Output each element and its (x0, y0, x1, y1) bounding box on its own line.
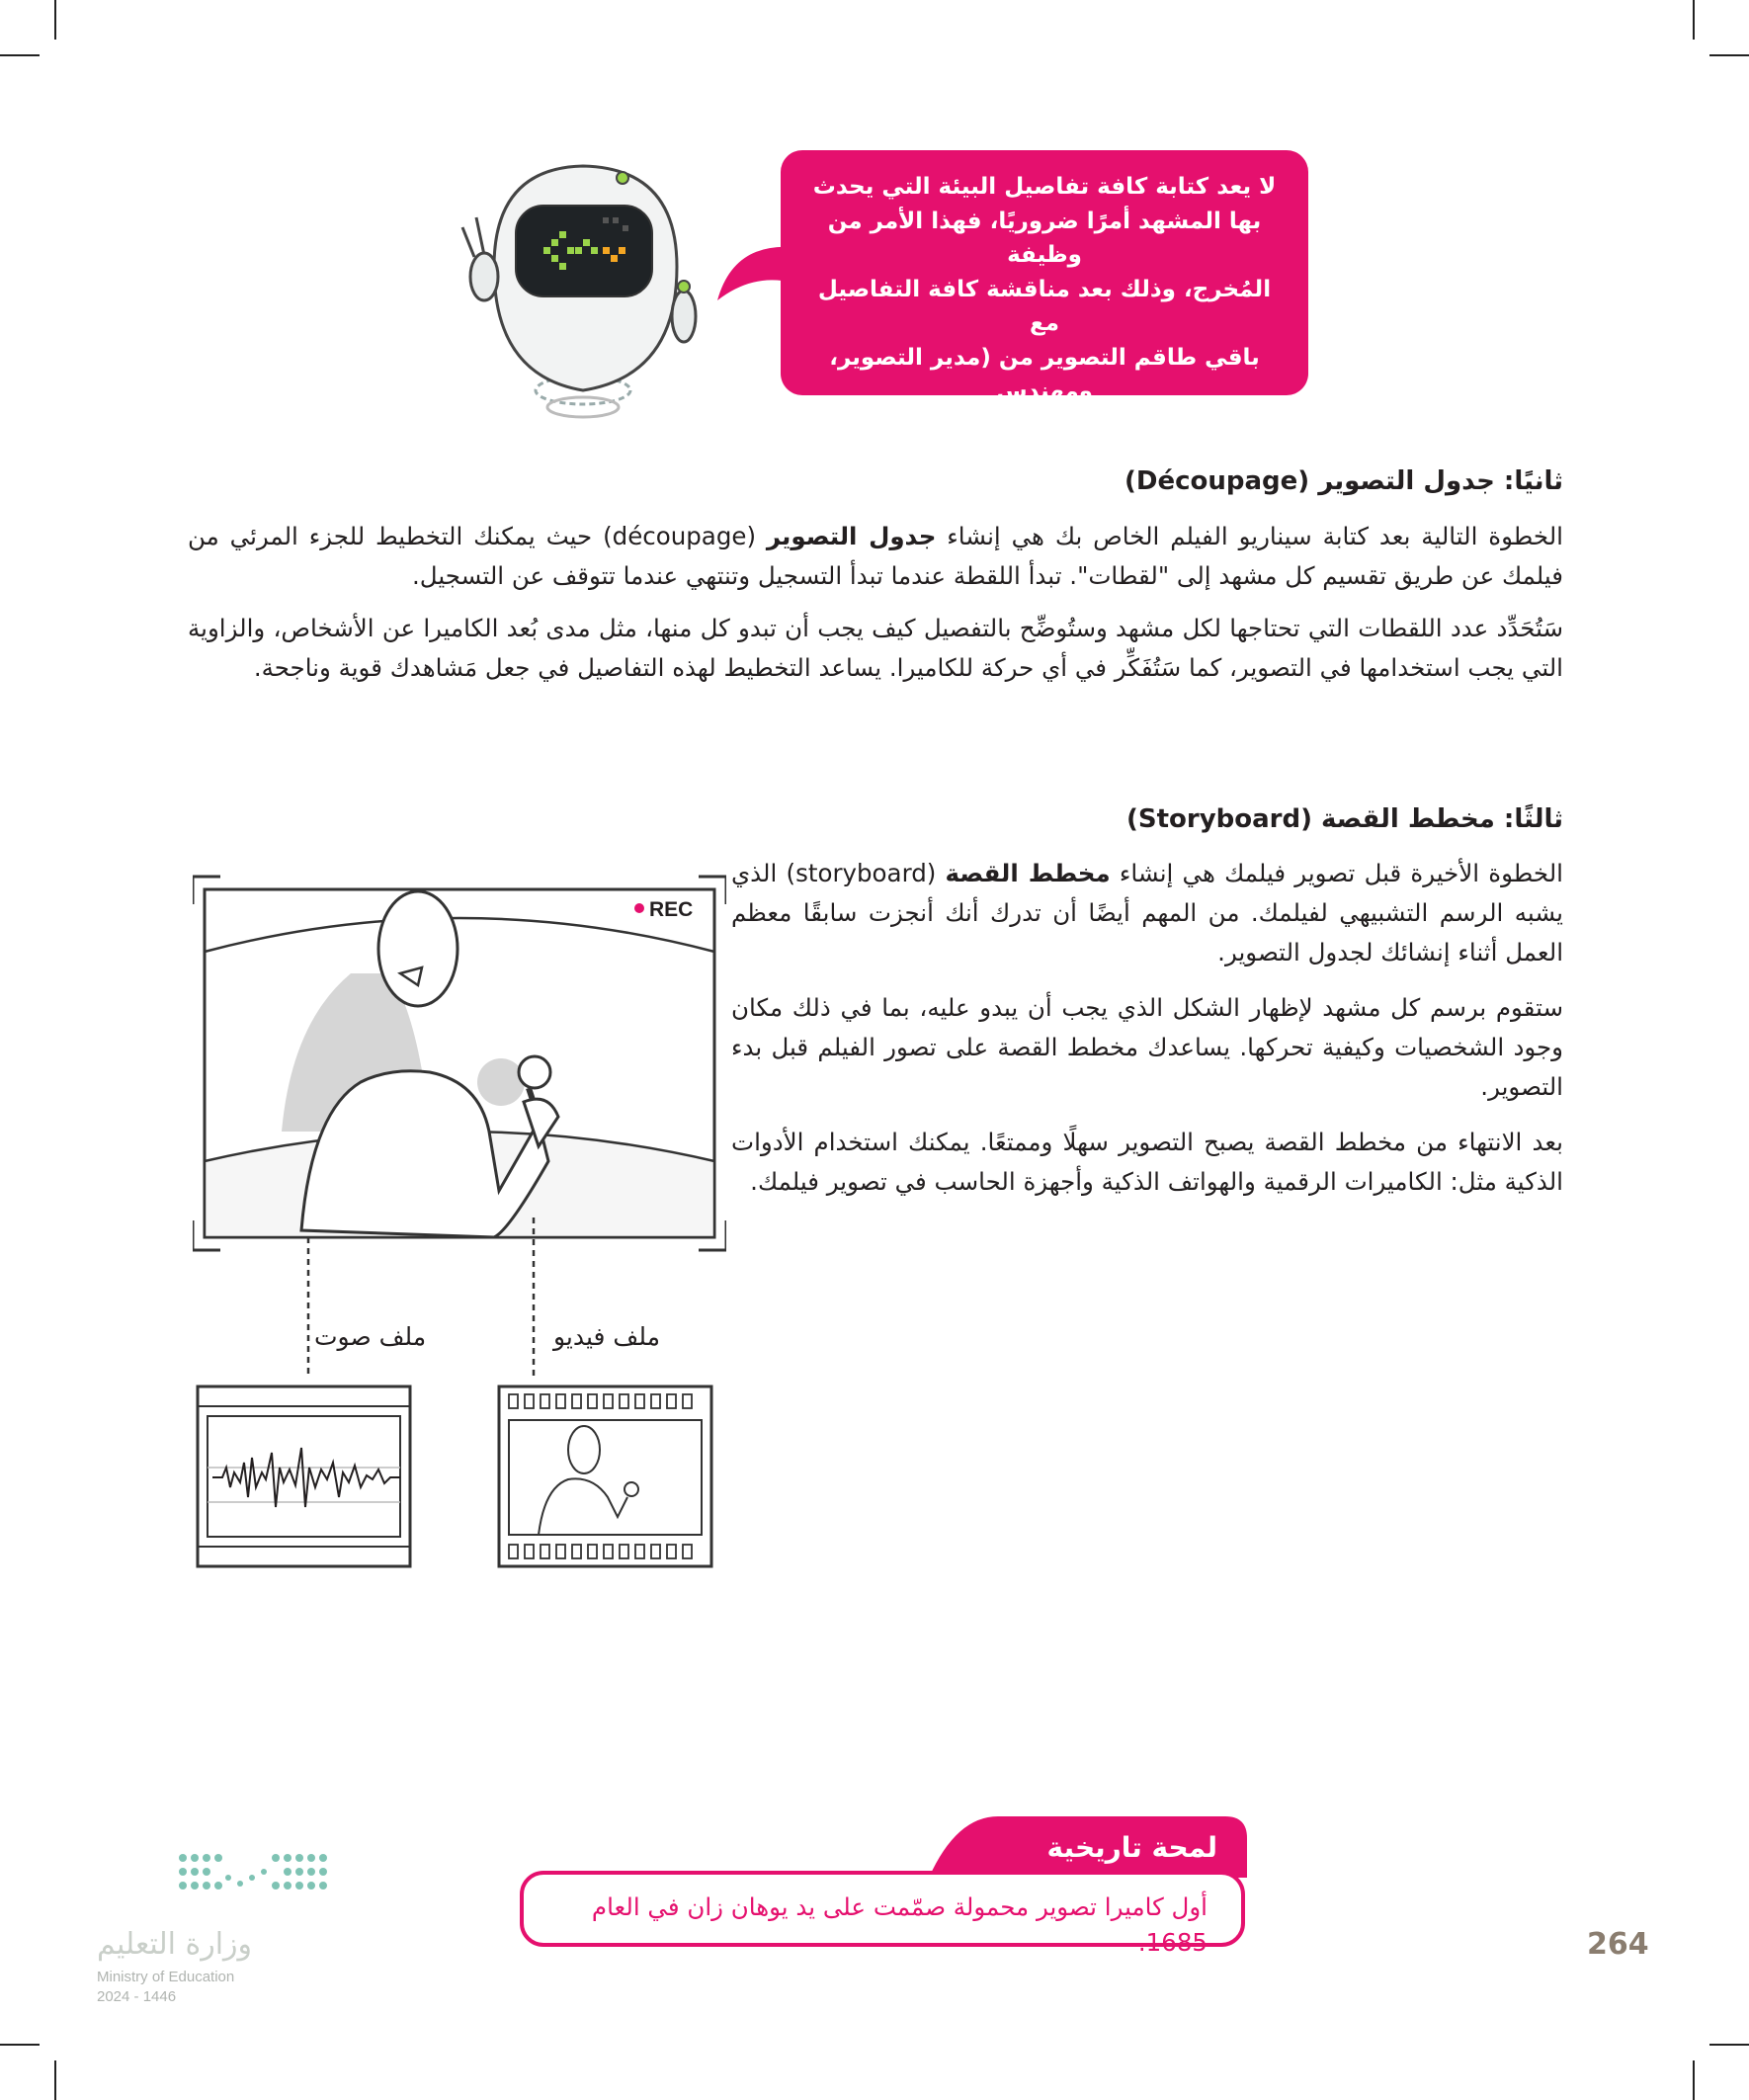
crop-mark (0, 2044, 40, 2046)
crop-mark (54, 0, 56, 40)
year-label: 2024 - 1446 (97, 1988, 177, 2005)
page-number: 264 (1587, 1927, 1649, 1962)
microphone (519, 1056, 550, 1088)
crop-mark (0, 54, 40, 56)
video-file-label: ملف فيديو (553, 1322, 660, 1351)
paragraph-storyboard-3: بعد الانتهاء من مخطط القصة يصبح التصوير سهلًا وممتعًا. يمكنك استخدام الأدوات الذكية مثل: الكاميرات الرقمية والهواتف الذكية وأجهزة الحاسب في تصوير فيلمك. (731, 1128, 1563, 1196)
ministry-logo-icon (94, 1848, 351, 1917)
robot-illustration (455, 148, 711, 445)
bubble-line: باقي طاقم التصوير من (مدير التصوير، ومهندس (829, 344, 1260, 404)
bubble-line: المُخرج، وذلك بعد مناقشة كافة التفاصيل مع (817, 276, 1272, 336)
bold-term: جدول التصوير (766, 522, 937, 550)
rec-label: REC (649, 898, 694, 921)
paragraph-storyboard-2: ستقوم برسم كل مشهد لإظهار الشكل الذي يجب أن يبدو عليه، بما في ذلك مكان وجود الشخصيات وكيفية تحركها. يساعدك مخطط القصة على تصور الفيلم قبل بدء التصوير. (731, 993, 1563, 1101)
crop-mark (1693, 0, 1695, 40)
history-text: أول كاميرا تصوير محمولة صمّمت على يد يوهان زان في العام 1685. (591, 1892, 1208, 1957)
speech-bubble (781, 150, 1308, 472)
paragraph-decoupage-2: سَتُحَدِّد عدد اللقطات التي تحتاجها لكل مشهد وستُوضِّح بالتفصيل كيف يجب أن تبدو كل منها، مثل مدى بُعد الكاميرا عن الأشخاص، والزاوية التي يجب استخدامها في التصوير، كما سَتُفَكِّر في أي حركة للكاميرا. يساعد التخطيط لهذه التفاصيل في جعل مَشاهدك قوية وناجحة. (188, 614, 1563, 682)
history-title: لمحة تاريخية (1046, 1831, 1217, 1864)
ministry-name-ar: وزارة التعليم (97, 1927, 253, 1962)
text-run: (storyboard) الذي يشبه الرسم التشبيهي لفيلمك. من المهم أيضًا أن تدرك أنك أنجزت سابقًا معظم العمل أثناء إنشائك لجدول التصوير. (731, 859, 1563, 966)
paragraph-decoupage-1 (188, 517, 1563, 596)
storyboard-illustration (193, 865, 726, 1576)
audio-file-label: ملف صوت (314, 1322, 427, 1351)
section-heading-decoupage: ثانيًا: جدول التصوير (Découpage) (1124, 466, 1563, 496)
bubble-line: بها المشهد أمرًا ضروريًا، فهذا الأمر من وظيفة (827, 208, 1262, 268)
bold-term: مخطط القصة (945, 859, 1111, 887)
crop-mark (54, 2060, 56, 2100)
paragraph-storyboard-1 (731, 854, 1563, 972)
figure-head (378, 891, 458, 1006)
crop-mark (1693, 2060, 1695, 2100)
text-run: (découpage) حيث يمكنك التخطيط للجزء المرئي من فيلمك عن طريق تقسيم كل مشهد إلى "لقطات". تبدأ اللقطة عندما تبدأ التسجيل وتنتهي عندما تتوقف عن التسجيل. (188, 522, 1563, 590)
bubble-line: الصوت، ومُصمم الموقع وباقي فريق العمل). (843, 412, 1246, 472)
rec-dot (634, 903, 644, 913)
text-run: الخطوة التالية بعد كتابة سيناريو الفيلم الخاص بك هي إنشاء (936, 522, 1563, 550)
crop-mark (1709, 2044, 1749, 2046)
ministry-name-en: Ministry of Education (97, 1969, 235, 1985)
text-run: الخطوة الأخيرة قبل تصوير فيلمك هي إنشاء (1110, 859, 1563, 887)
section-heading-storyboard: ثالثًا: مخطط القصة (Storyboard) (1125, 804, 1563, 834)
crop-mark (1709, 54, 1749, 56)
bubble-line: لا يعد كتابة كافة تفاصيل البيئة التي يحدث (812, 174, 1277, 200)
